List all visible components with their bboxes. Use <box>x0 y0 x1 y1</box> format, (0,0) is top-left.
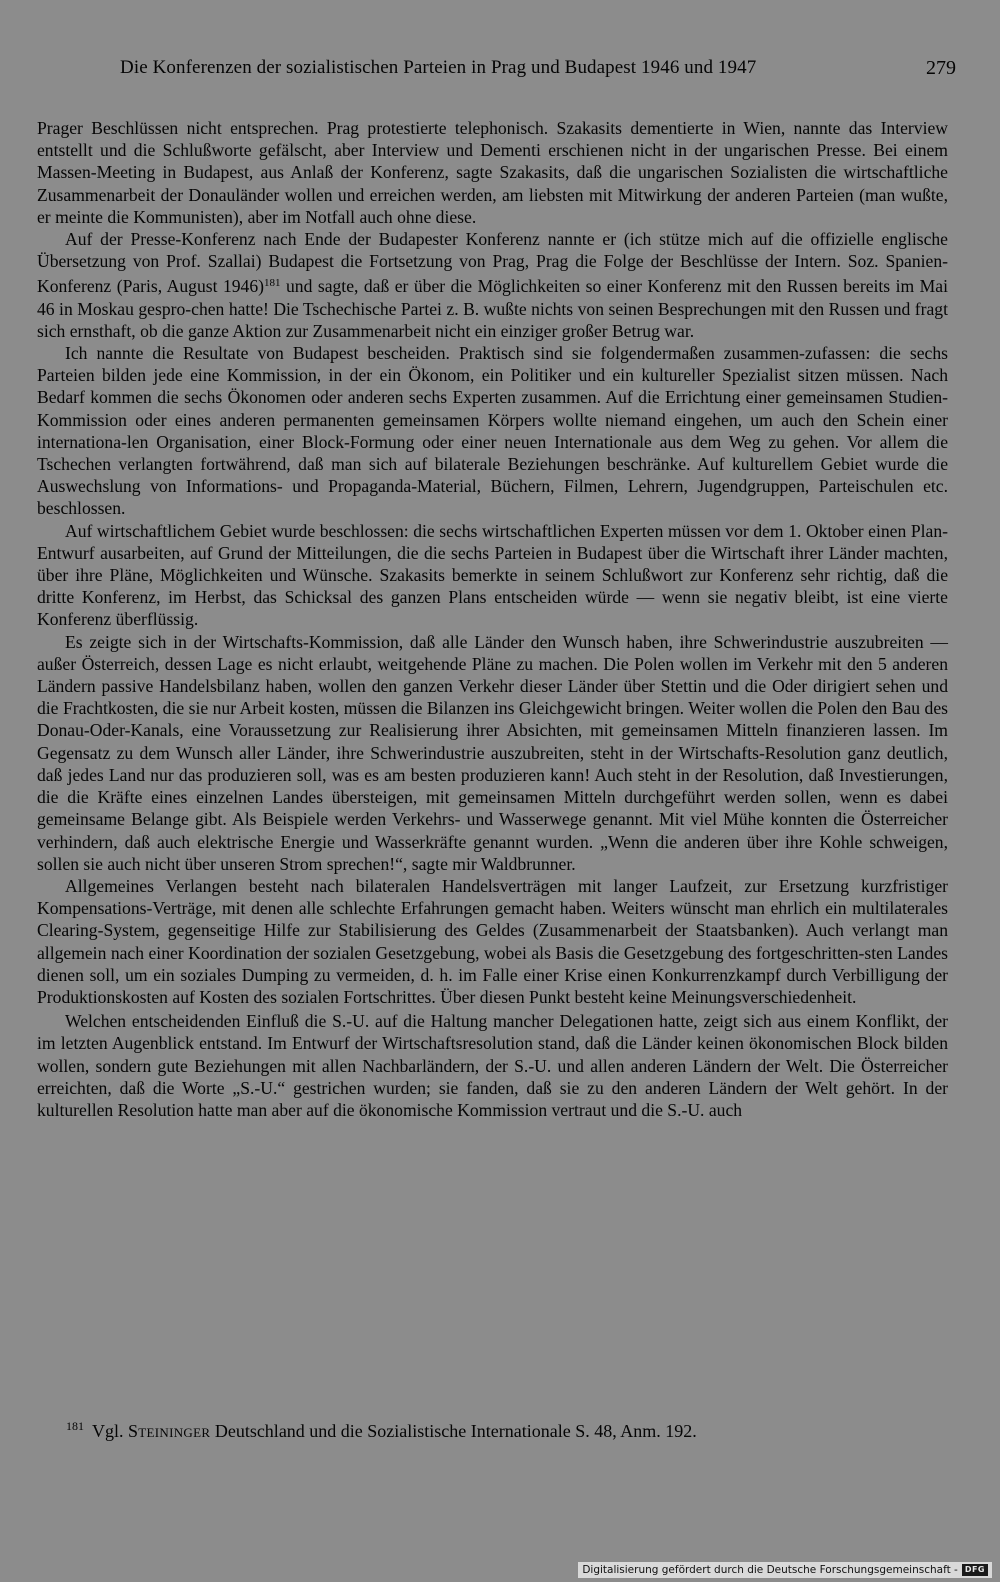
paragraph-5: Es zeigte sich in der Wirtschafts-Kommission, daß alle Länder den Wunsch haben, ihre Schwerindustrie auszubreiten — außer Österreich, dessen Lage es nicht erlaubt, weitgehende Pläne zu machen. Die Polen wollen im Verkehr mit den 5 anderen Ländern passive Handelsbilanz haben, wollen den ganzen Verkehr dieser Länder über Stettin und die Oder dirigiert sehen und die Frachtkosten, die sie nur Arbeit kosten, müssen die Bilanzen ins Gleichgewicht bringen. Weiter wollen die Polen den Bau des Donau-Oder-Kanals, eine Voraussetzung zur Realisierung ihrer Absichten, mit gemeinsamen Mitteln finanzieren lassen. Im Gegensatz zu dem Wunsch aller Länder, ihre Schwerindustrie auszubreiten, steht in der Wirtschafts-Resolution ganz deutlich, daß jedes Land nur das produzieren soll, was es am besten produzieren kann! Auch steht in der Resolution, daß Investierungen, die die Kräfte eines einzelnen Landes übersteigen, mit gemeinsamen Mitteln durchgeführt werden sollen, wenn es dabei gemeinsame Belange gibt. Als Beispiele werden Verkehrs- und Wasserwege genannt. Mit viel Mühe konnten die Österreicher verhindern, daß auch elektrische Energie und Wasserkräfte genannt wurden. „Wenn die anderen über ihre Kohle schweigen, sollen sie auch nicht über unseren Strom sprechen!“, sagte mir Waldbrunner. <box>37 631 948 874</box>
paragraph-6: Allgemeines Verlangen besteht nach bilateralen Handelsverträgen mit langer Laufzeit, zur Ersetzung kurzfristiger Kompensations-Verträge, mit denen alle schlechte Erfahrungen gemacht haben. Weiters wünscht man ehrlich ein multilaterales Clearing-System, gegenseitige Hilfe zur Stabilisierung des Geldes (Zusammenarbeit der Staatsbanken). Auch verlangt man allgemein nach einer Koordination der sozialen Gesetzgebung, wobei als Basis die Gesetzgebung des fortgeschritten-sten Landes dienen soll, um ein soziales Dumping zu vermeiden, d. h. im Falle einer Krise einen Konkurrenzkampf durch Verbilligung der Produktionskosten auf Kosten des sozialen Fortschrittes. Über diesen Punkt besteht keine Meinungsverschiedenheit. <box>37 875 948 1007</box>
paragraph-2-after: und sagte, daß er über die Möglichkeiten so einer Konferenz mit den Russen bereits im Mai 46 in Moskau gespro-chen hatte! Die Tschechische Partei z. B. wußte nichts von seinen Besprechungen mit den Russen und fragt sich ernsthaft, ob die ganze Aktion zur Zusammenarbeit nicht ein einziger großer Betrug war. <box>37 276 948 341</box>
paragraph-7: Welchen entscheidenden Einfluß die S.-U. auf die Haltung mancher Delegationen hatte, zeigt sich aus einem Konflikt, der im letzten Augenblick entstand. Im Entwurf der Wirtschaftsresolution stand, daß die Länder keinen ökonomischen Block bilden wollen, sondern gute Beziehungen mit allen Nachbarländern, der S.-U. und allen anderen Ländern der Welt. Die Österreicher erreichten, daß die Worte „S.-U.“ gestrichen wurden; sie fanden, daß sie zu den anderen Ländern der Welt gehört. In der kulturellen Resolution hatte man aber auf die ökonomische Kommission vertraut und die S.-U. auch <box>37 1011 948 1120</box>
paragraph-3: Ich nannte die Resultate von Budapest bescheiden. Praktisch sind sie folgendermaßen zusammen-zufassen: die sechs Parteien bilden jede eine Kommission, in der ein Ökonom, ein Politiker und ein kultureller Spezialist sitzen müssen. Nach Bedarf kommen die sechs Ökonomen oder anderen sechs Experten zusammen. Auf die Errichtung einer gemeinsamen Studien-Kommission oder eines anderen permanenten gemeinsamen Körpers wollte niemand eingehen, um auch den Schein einer internationa-len Organisation, einer Block-Formung oder einer neuen Internationale aus dem Weg zu gehen. Vor allem die Tschechen verlangten fortwährend, daß man sich auf bilaterale Beziehungen beschränke. Auf kulturellem Gebiet wurde die Auswechslung von Informations- und Propaganda-Material, Büchern, Filmen, Lehrern, Jugendgruppen, Parteischulen etc. beschlossen. <box>37 343 948 519</box>
page-number: 279 <box>926 57 956 79</box>
footnote-number: 181 <box>66 1419 84 1433</box>
running-title: Die Konferenzen der sozialistischen Parteien in Prag und Budapest 1946 und 1947 <box>120 57 757 78</box>
paragraph-2 <box>37 228 948 342</box>
dfg-logo-icon: DFG <box>962 1564 988 1576</box>
credit-text: Digitalisierung gefördert durch die Deutsche Forschungsgemeinschaft - <box>582 1564 958 1576</box>
running-header <box>110 56 960 80</box>
footnote-ref-181[interactable]: 181 <box>264 277 281 290</box>
footnote-181 <box>66 1414 926 1443</box>
digitization-credit <box>578 1562 992 1578</box>
body-text <box>37 117 948 1121</box>
footnote-author: Steininger <box>128 1421 211 1441</box>
footnote-prefix: Vgl. <box>92 1421 124 1441</box>
paragraph-1: Prager Beschlüssen nicht entsprechen. Prag protestierte telephonisch. Szakasits dementierte in Wien, nannte das Interview entstellt und die Schlußworte gefälscht, aber Interview und Dementi erschienen nicht in der ungarischen Presse. Bei einem Massen-Meeting in Budapest, aus Anlaß der Konferenz, sagte Szakasits, daß die ungarischen Sozialisten die wirtschaftliche Zusammenarbeit der Donauländer wollen und erreichen werden, am liebsten mit Mitwirkung der anderen Parteien (man wußte, er meinte die Kommunisten), aber im Notfall auch ohne diese. <box>37 118 948 227</box>
footnote-text: Deutschland und die Sozialistische Internationale S. 48, Anm. 192. <box>214 1421 697 1441</box>
paragraph-2-before: Auf der Presse-Konferenz nach Ende der Budapester Konferenz nannte er (ich stütze mich auf die offizielle englische Übersetzung von Prof. Szallai) Budapest die Fortsetzung von Prag, Prag die Folge der Beschlüsse der Intern. Soz. Spanien-Konferenz (Paris, August 1946) <box>37 229 948 297</box>
paragraph-4: Auf wirtschaftlichem Gebiet wurde beschlossen: die sechs wirtschaftlichen Experten müssen vor dem 1. Oktober einen Plan-Entwurf ausarbeiten, auf Grund der Mitteilungen, die die sechs Parteien in Budapest über die Wirtschaft ihrer Länder machten, über ihre Pläne, Möglichkeiten und Wünsche. Szakasits bemerkte in seinem Schlußwort zur Konferenz sehr richtig, daß die dritte Konferenz, im Herbst, das Schicksal des ganzen Plans entscheiden würde — wenn sie negativ bleibt, ist eine vierte Konferenz überflüssig. <box>37 520 948 630</box>
